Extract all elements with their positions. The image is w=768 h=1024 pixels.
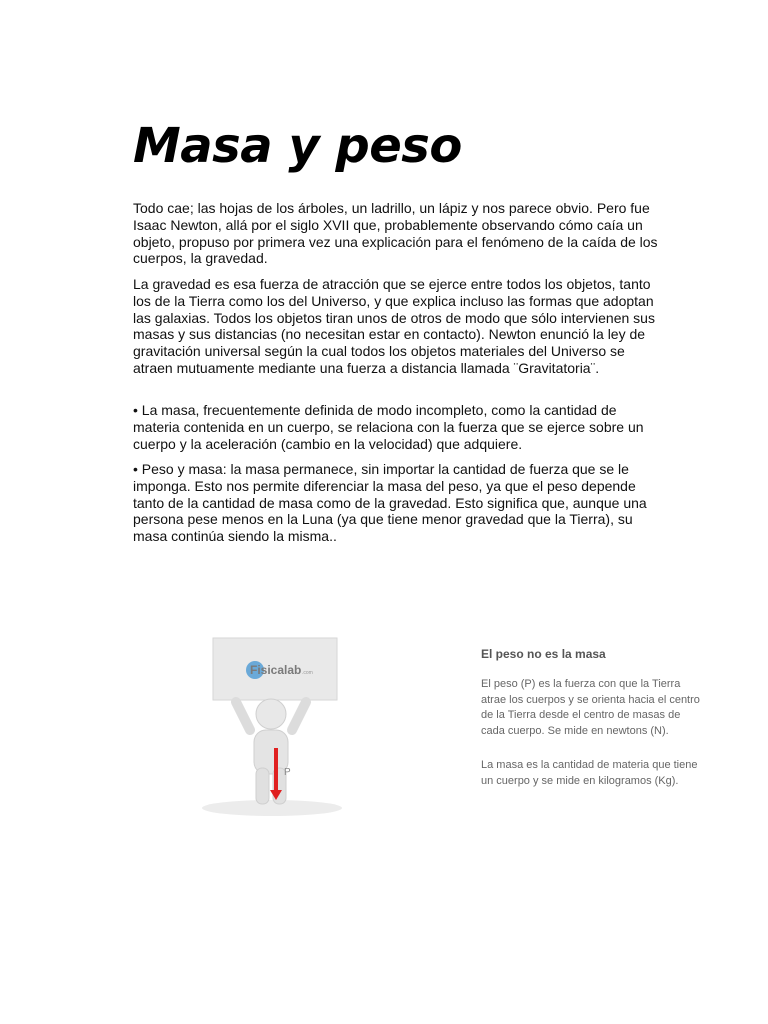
paragraph-intro: Todo cae; las hojas de los árboles, un ladrillo, un lápiz y nos parece obvio. Pero fue Isaac Newton, allá por el siglo XVII que, probablemente observando cómo caía un objeto, propuso por primera vez una explicación para el fenómeno de la caída de los cuerpos, la gravedad. [133,200,658,267]
figure-caption-mass: La masa es la cantidad de materia que tiene un cuerpo y se mide en kilogramos (Kg). [481,759,698,787]
sign-logo-text: Fisicalab [250,663,302,677]
paragraph-mass: • La masa, frecuentemente definida de modo incompleto, como la cantidad de materia contenida en un cuerpo, se relaciona con la fuerza que se ejerce sobre un cuerpo y la aceleración (cambio en la velocidad) que adquiere. [133,402,644,452]
right-arm [292,702,306,730]
left-arm [236,702,250,730]
figure-illustration [180,630,360,820]
paragraph-gravity: La gravedad es esa fuerza de atracción que se ejerce entre todos los objetos, tanto los de la Tierra como los del Universo, y que explica incluso las formas que adoptan las galaxias. Todos los objetos tiran unos de otros de modo que sólo intervienen sus masas y sus distancias (no necesitan estar en contacto). Newton enunció la ley de gravitación universal según la cual todos los objetos materiales del Universo se atraen mutuamente mediante una fuerza a distancia llamada ¨Gravitatoria¨. [133,276,655,376]
paragraph-weight-mass: • Peso y masa: la masa permanece, sin importar la cantidad de fuerza que se le imponga. Esto nos permite diferenciar la masa del peso, ya que el peso depende tanto de la cantidad de masa como de la gravedad. Esto significa que, aunque una persona pese menos en la Luna (ya que tiene menor gravedad que la Tierra), su masa continúa siendo la misma.. [133,461,647,545]
weight-label: P [284,767,291,778]
left-leg [256,768,269,804]
sign-logo-suffix: .com [302,670,313,676]
figure-caption-weight: El peso (P) es la fuerza con que la Tierra atrae los cuerpos y se orienta hacia el centro de la Tierra desde el centro de masas de cada cuerpo. Se mide en newtons (N). [481,678,700,737]
figure-caption-title: El peso no es la masa [481,647,606,661]
person-body [254,730,288,774]
page-title: Masa y peso [133,118,462,174]
figure-person-holding-sign [180,630,360,820]
person-head [256,699,286,729]
shadow-shape [202,800,342,816]
